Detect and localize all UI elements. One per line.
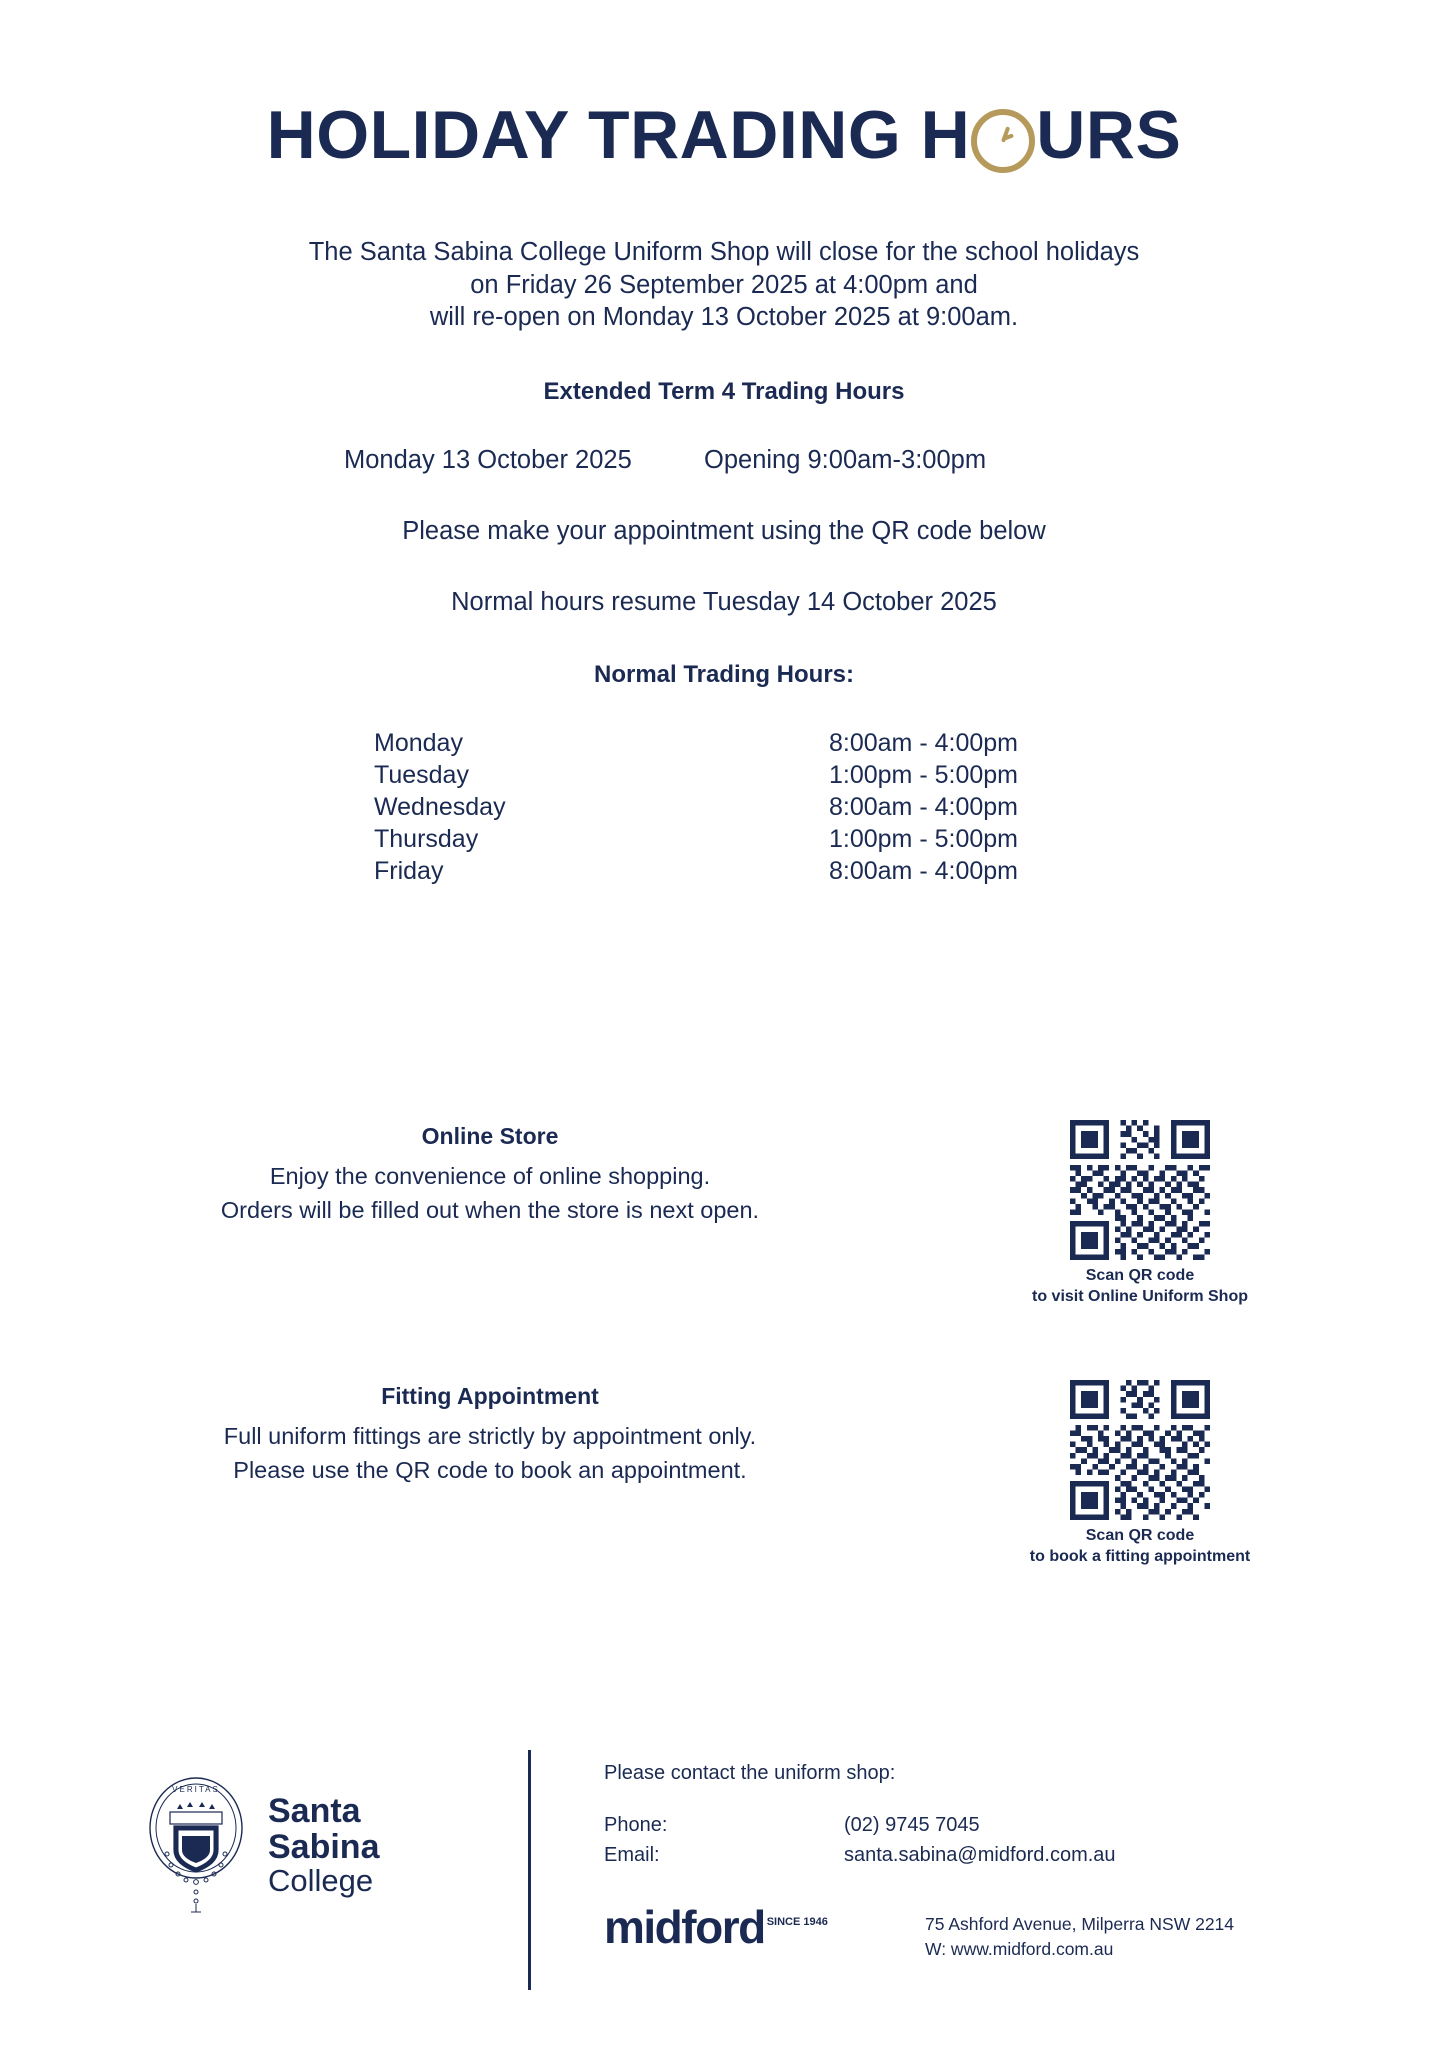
contact-heading: Please contact the uniform shop:: [604, 1762, 896, 1784]
fitting-appointment-block: [0, 1380, 1448, 1610]
hours-day: Friday: [374, 856, 444, 885]
intro-paragraph: [0, 236, 1448, 334]
online-store-title: Online Store: [421, 1123, 559, 1149]
extended-hours-date: Monday 13 October 2025: [344, 445, 632, 474]
fitting-appointment-qr-wrap: [1005, 1380, 1275, 1568]
hours-time: 8:00am - 4:00pm: [829, 792, 1018, 821]
poster-footer: [0, 1750, 1448, 2000]
table-row: [374, 823, 1074, 855]
midford-wordmark: midford: [604, 1901, 765, 1953]
page-title-part1: HOLIDAY TRADING H: [266, 97, 971, 173]
midford-address: [925, 1912, 1234, 1963]
midford-since: SINCE 1946: [766, 1916, 828, 1928]
normal-hours-table: [374, 727, 1074, 887]
contact-email-label: Email:: [604, 1844, 660, 1866]
hours-time: 8:00am - 4:00pm: [829, 728, 1018, 757]
qr-code-fitting-appointment[interactable]: [1070, 1380, 1210, 1520]
intro-line-3: will re-open on Monday 13 October 2025 at 9:00am.: [429, 303, 1019, 332]
extended-hours-row: [0, 446, 1448, 475]
contact-phone-label: Phone:: [604, 1814, 668, 1836]
clock-icon: [971, 109, 1035, 173]
hours-time: 1:00pm - 5:00pm: [829, 824, 1018, 853]
hours-day: Thursday: [374, 824, 479, 853]
resume-note: Normal hours resume Tuesday 14 October 2025: [451, 587, 997, 616]
fitting-appointment-title: Fitting Appointment: [381, 1383, 599, 1409]
extended-hours-heading: Extended Term 4 Trading Hours: [543, 377, 905, 405]
qr-code-online-store[interactable]: [1070, 1120, 1210, 1260]
table-row: [374, 855, 1074, 887]
contact-email-row: [604, 1840, 1116, 1870]
extended-hours-time: Opening 9:00am-3:00pm: [704, 445, 987, 474]
qr-sections: [0, 1120, 1448, 1610]
school-name-line-1: Santa: [268, 1791, 361, 1830]
hours-day: Wednesday: [374, 792, 506, 821]
midford-logo: [604, 1900, 826, 1954]
fitting-appointment-qr-caption: [1005, 1526, 1275, 1568]
normal-hours-heading: Normal Trading Hours:: [593, 660, 855, 688]
school-crest-icon: [140, 1770, 252, 1920]
contact-email-value[interactable]: santa.sabina@midford.com.au: [844, 1844, 1116, 1866]
poster-header: [0, 96, 1448, 174]
hours-time: 8:00am - 4:00pm: [829, 856, 1018, 885]
fitting-appointment-line-2: Please use the QR code to book an appointment.: [233, 1457, 747, 1484]
school-name-line-2: Sabina: [268, 1827, 380, 1866]
online-store-qr-wrap: [1005, 1120, 1275, 1308]
contact-phone-value: (02) 9745 7045: [844, 1814, 980, 1836]
fitting-qr-caption-line-1: Scan QR code: [1085, 1527, 1195, 1544]
table-row: [374, 759, 1074, 791]
table-row: [374, 791, 1074, 823]
intro-line-2: on Friday 26 September 2025 at 4:00pm and: [470, 270, 978, 299]
page-title-part2: URS: [1036, 97, 1182, 173]
online-store-text: [130, 1120, 850, 1227]
fitting-appointment-text: [130, 1380, 850, 1487]
hours-day: Tuesday: [374, 760, 469, 789]
online-store-qr-caption-line-2: to visit Online Uniform Shop: [1032, 1287, 1248, 1305]
online-store-block: [0, 1120, 1448, 1350]
table-row: [374, 727, 1074, 759]
hours-time: 1:00pm - 5:00pm: [829, 760, 1018, 789]
fitting-qr-caption-line-2: to book a fitting appointment: [1029, 1547, 1251, 1565]
online-store-qr-caption-line-1: Scan QR code: [1085, 1267, 1195, 1284]
school-name: [268, 1793, 379, 1898]
contact-block: [604, 1758, 1116, 1870]
online-store-line-2: Orders will be filled out when the store is next open.: [220, 1197, 760, 1224]
intro-line-1: The Santa Sabina College Uniform Shop will close for the school holidays: [308, 238, 1140, 266]
online-store-qr-caption: [1005, 1266, 1275, 1308]
school-branding: [140, 1770, 379, 1920]
midford-address-line: 75 Ashford Avenue, Milperra NSW 2214: [925, 1914, 1235, 1934]
contact-phone-row: [604, 1810, 1116, 1840]
appointment-note: Please make your appointment using the QR code below: [402, 516, 1046, 545]
midford-website: W: www.midford.com.au: [925, 1939, 1114, 1960]
fitting-appointment-line-1: Full uniform fittings are strictly by appointment only.: [223, 1423, 757, 1450]
page-title: [267, 96, 1182, 174]
footer-divider: [528, 1750, 531, 1990]
school-name-line-3: College: [268, 1862, 374, 1898]
online-store-line-1: Enjoy the convenience of online shopping.: [269, 1163, 711, 1190]
hours-day: Monday: [374, 728, 463, 757]
svg-text:VERITAS: VERITAS: [172, 1785, 220, 1794]
